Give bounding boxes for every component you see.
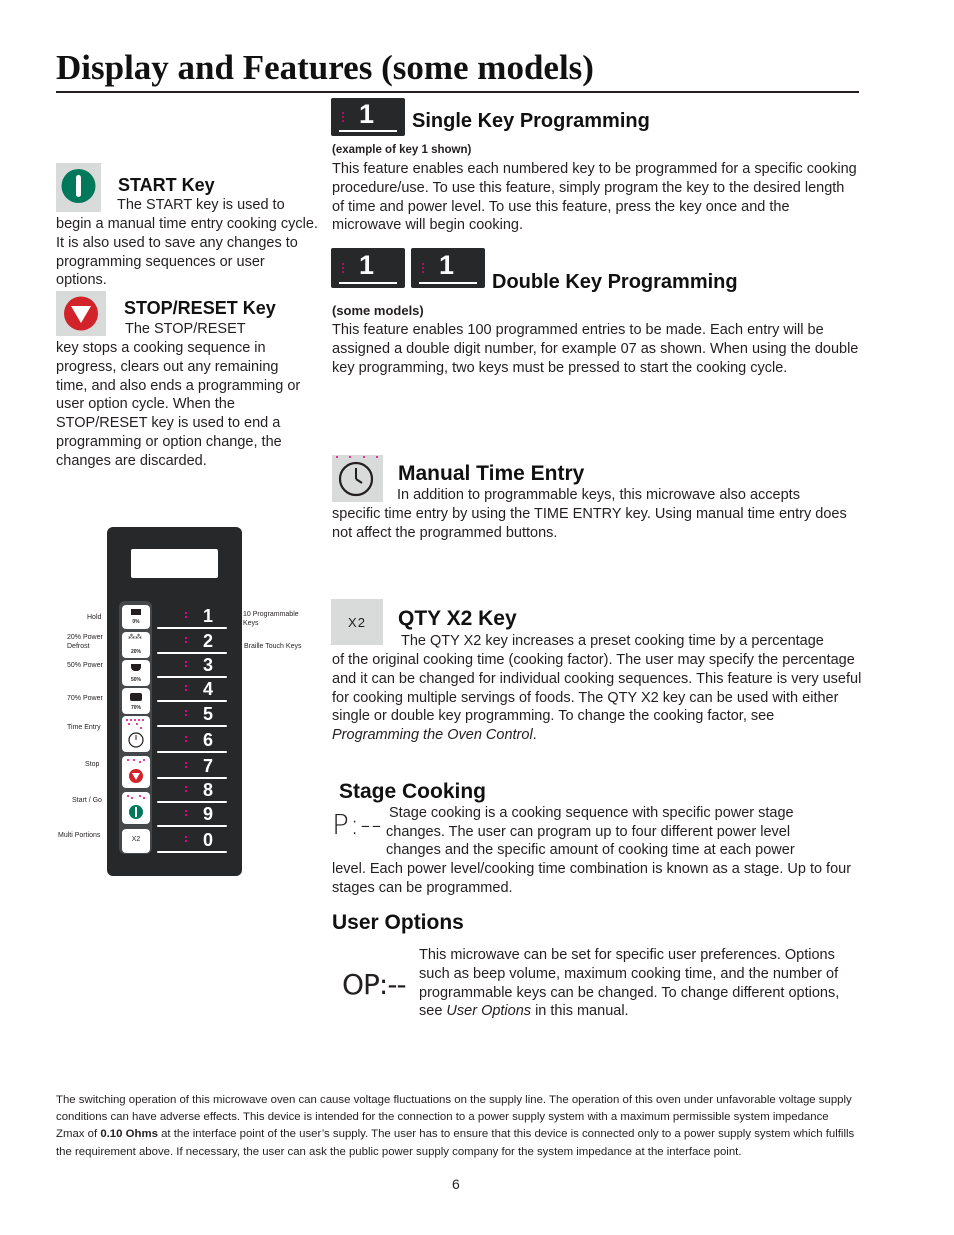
panel-number-key: 3 xyxy=(157,656,237,678)
stage-cooking-line-2: changes. The user can program up to four different power level xyxy=(386,824,791,840)
panel-label-70: 70% Power xyxy=(67,695,103,702)
panel-label-hold: Hold xyxy=(87,614,102,621)
clock-icon xyxy=(332,455,383,502)
panel-label-time-entry: Time Entry xyxy=(67,724,101,731)
stage-cooking-line-1: Stage cooking is a cooking sequence with specific power stage xyxy=(389,805,794,821)
page-number: 6 xyxy=(452,1176,460,1192)
title-rule xyxy=(56,91,859,93)
panel-key-hold: 0% xyxy=(122,605,150,629)
qty-x2-text: of the original cooking time (cooking factor). The user may specify the percentage and it can be changed for individual cooking sequences. This feature is very useful for cooking multiple servings of foods. The QTY X2 key can be used with either single or double key programming. To change the cooking factor, see Programming the Oven Control. xyxy=(332,652,862,744)
double-key-image-2 xyxy=(411,248,485,288)
stop-key-heading: STOP/RESET Key xyxy=(124,298,276,318)
braille-dots-icon xyxy=(421,261,427,273)
panel-label-start: Start / Go xyxy=(72,797,102,804)
panel-key-multi-portions: X2 xyxy=(122,829,150,853)
single-key-heading: Single Key Programming xyxy=(412,110,650,132)
panel-label-defrost: 20% Power Defrost xyxy=(67,634,103,650)
user-options-link: User Options xyxy=(446,1003,532,1020)
double-key-digit-2: 1 xyxy=(439,250,455,280)
start-icon xyxy=(122,792,150,824)
time-entry-key-image xyxy=(332,455,383,502)
qty-x2-heading: QTY X2 Key xyxy=(398,607,517,630)
start-key-text-first: The START key is used to xyxy=(117,197,285,213)
braille-dots-icon xyxy=(341,110,347,122)
user-options-text: This microwave can be set for specific user preferences. Options such as beep volume, maximum cooking time, and the number of programmable keys can be changed. To change different options, see User Options in this manual. xyxy=(419,947,840,1020)
start-key-heading: START Key xyxy=(118,175,215,195)
qty-x2-text-first: The QTY X2 key increases a preset cooking time by a percentage xyxy=(401,633,824,649)
panel-number-key: 1 xyxy=(157,607,237,629)
manual-time-text-first: In addition to programmable keys, this microwave also accepts xyxy=(397,487,800,503)
user-options-display: OP:-- xyxy=(342,968,406,1001)
stop-key-image xyxy=(56,291,106,336)
double-key-image-1 xyxy=(331,248,405,288)
panel-number-key: 4 xyxy=(157,680,237,702)
qty-x2-link: Programming the Oven Control xyxy=(332,727,533,744)
panel-key-50: 50% xyxy=(122,660,150,686)
panel-key-defrost: ⁂⁂ 20% xyxy=(122,632,150,658)
footer-notice: The switching operation of this microwave oven can cause voltage fluctuations on the supply line. The operation of this oven under unfavorable voltage supply conditions can have adverse effects. This device is intended for the connection to a power supply system with a maximum permissible system impedance Zmax of 0.10 Ohms at the interface point of the user’s supply. The user has to ensure that this device is connected only to a power supply system which fulfills the requirement above. If necessary, the user can ask the public power supply company for the system impedance at the interface point. xyxy=(56,1094,855,1158)
panel-label-programmable: 10 Programmable Keys xyxy=(243,611,299,627)
panel-key-start xyxy=(122,792,150,824)
panel-label-braille: Braille Touch Keys xyxy=(244,643,302,650)
panel-label-50: 50% Power xyxy=(67,662,103,669)
manual-time-heading: Manual Time Entry xyxy=(398,462,585,485)
page-title: Display and Features (some models) xyxy=(56,48,594,87)
manual-time-text: specific time entry by using the TIME ENTRY key. Using manual time entry does not affect the programmed buttons. xyxy=(332,506,847,541)
stage-cooking-display: P:-- xyxy=(332,808,383,841)
panel-key-time-entry xyxy=(122,716,150,752)
start-icon xyxy=(56,163,101,212)
start-key-image xyxy=(56,163,101,212)
stop-icon xyxy=(122,756,150,788)
panel-number-key: 8 xyxy=(157,781,237,803)
single-key-text: This feature enables each numbered key to be programmed for a specific cooking procedure/use. To use this feature, simply program the key to the desired length of time and power level. To use this feature, press the key once and the microwave will begin cooking. xyxy=(332,161,857,234)
panel-key-70: 70% xyxy=(122,688,150,714)
single-key-image xyxy=(331,98,405,136)
panel-key-stop xyxy=(122,756,150,788)
panel-number-key: 7 xyxy=(157,757,237,779)
start-key-text: begin a manual time entry cooking cycle. It is also used to save any changes to programming sequences or user options. xyxy=(56,216,318,289)
single-key-subheading: (example of key 1 shown) xyxy=(332,144,472,156)
panel-label-stop: Stop xyxy=(85,761,100,768)
stop-icon xyxy=(56,291,106,336)
panel-display-window xyxy=(131,549,218,578)
qty-x2-text-body: of the original cooking time (cooking factor). The user may specify the percentage and it can be changed for individual cooking sequences. This feature is very useful for cooking multiple servings of foods. The QTY X2 key can be used with either single or double key programming. To change the cooking factor, see xyxy=(332,652,862,725)
panel-number-key: 6 xyxy=(157,731,237,753)
panel-number-key: 2 xyxy=(157,632,237,654)
double-key-heading: Double Key Programming xyxy=(492,271,738,293)
stop-key-text-first: The STOP/RESET xyxy=(125,321,246,337)
panel-number-key: 5 xyxy=(157,705,237,727)
braille-dots-icon xyxy=(341,261,347,273)
footer-impedance: 0.10 Ohms xyxy=(100,1128,158,1141)
user-options-heading: User Options xyxy=(332,911,464,934)
stage-cooking-line-3: changes and the specific amount of cooking time at each power xyxy=(386,842,795,858)
stage-cooking-text: level. Each power level/cooking time combination is known as a stage. Up to four stages can be programmed. xyxy=(332,861,852,896)
qty-x2-key-label: X2 xyxy=(348,615,366,630)
clock-icon xyxy=(122,716,150,752)
panel-number-key: 0 xyxy=(157,831,237,853)
qty-x2-key-image xyxy=(331,599,383,645)
panel-label-multi: Multi Portions xyxy=(58,832,101,839)
stop-key-text: key stops a cooking sequence in progress, clears out any remaining time, and also ends a programming or user option cycle. When the STOP/RESET key is used to end a programming or option change, the changes are discarded. xyxy=(56,340,301,469)
stage-cooking-heading: Stage Cooking xyxy=(339,780,487,803)
panel-number-key: 9 xyxy=(157,805,237,827)
single-key-digit: 1 xyxy=(359,99,375,129)
double-key-digit-1: 1 xyxy=(359,250,375,280)
double-key-subheading: (some models) xyxy=(332,303,424,318)
double-key-text: This feature enables 100 programmed entries to be made. Each entry will be assigned a double digit number, for example 07 as shown. When using the double key programming, two keys must be pressed to start the cooking cycle. xyxy=(332,322,859,376)
